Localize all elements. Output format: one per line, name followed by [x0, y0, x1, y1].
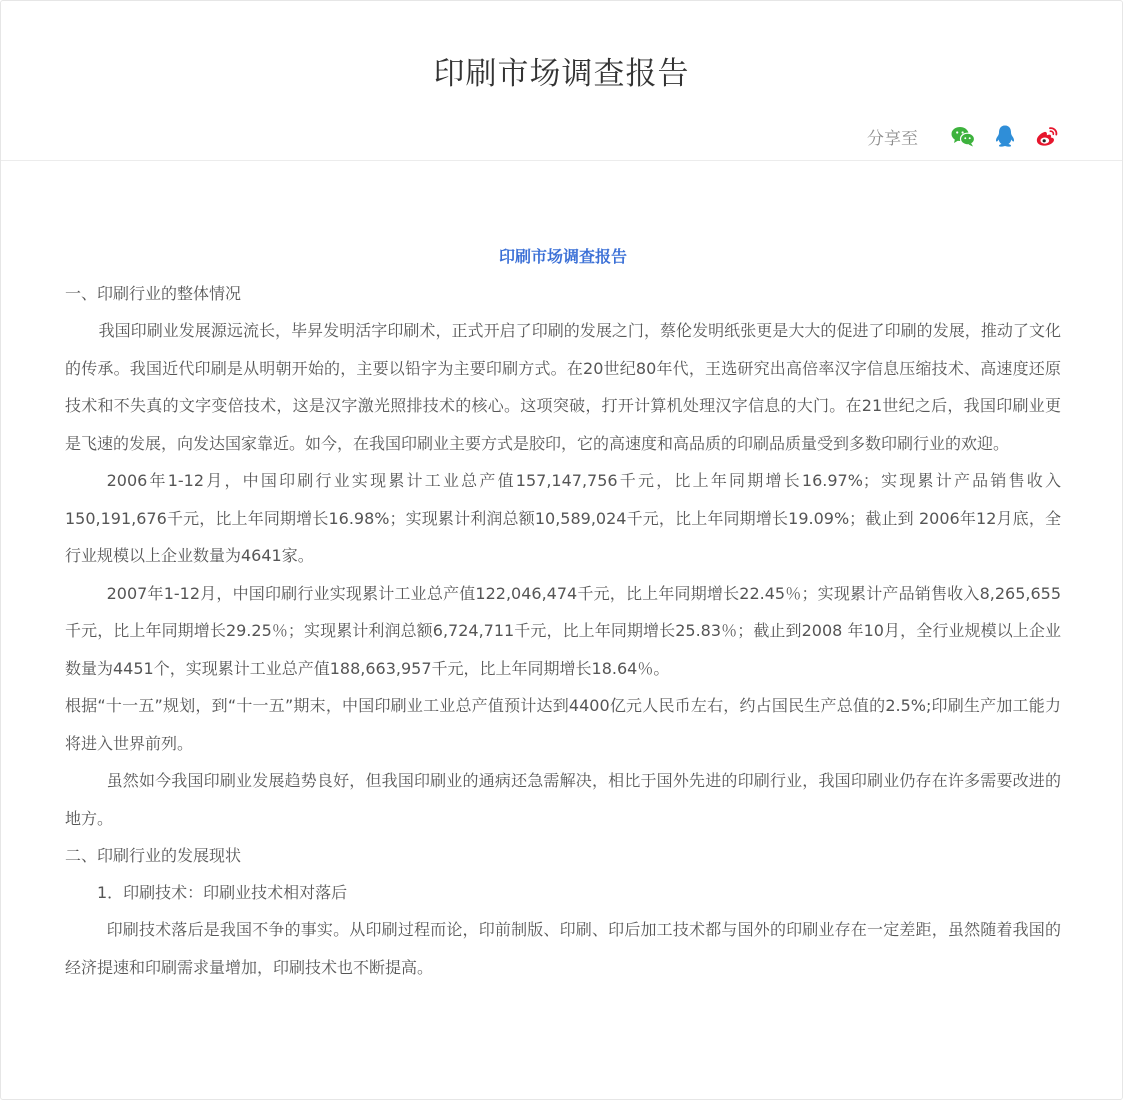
section-heading-2: 二、印刷行业的发展现状: [65, 846, 242, 865]
paragraph-5: 虽然如今我国印刷业发展趋势良好，但我国印刷业的通病还急需解决，相比于国外先进的印刷行业，我国印刷业仍存在许多需要改进的地方。: [65, 771, 1061, 828]
paragraph-2: 2006年1-12月，中国印刷行业实现累计工业总产值157,147,756千元，比上年同期增长16.97%；实现累计产品销售收入150,191,676千元，比上年同期增长16.98%；实现累计利润总额10,589,024千元，比上年同期增长19.09%；截止到 2006年12月底，全行业规模以上企业数量为4641家。: [65, 471, 1061, 565]
article-title: 印刷市场调查报告: [498, 247, 627, 266]
paragraph-3: 2007年1-12月，中国印刷行业实现累计工业总产值122,046,474千元，比上年同期增长22.45％；实现累计产品销售收入8,265,655千元，比上年同期增长29.25％；实现累计利润总额6,724,711千元，比上年同期增长25.83％；截止到2008 年10月，全行业规模以上企业数量为4451个，实现累计工业总产值188,663,957千元，比上年同期增长18.64％。: [65, 583, 1061, 678]
wechat-icon[interactable]: [950, 123, 976, 149]
share-label: 分享至: [867, 128, 918, 149]
share-bar: [867, 121, 1060, 151]
article-content: [65, 239, 1061, 986]
paragraph-4: 根据“十一五”规划，到“十一五”期末，中国印刷业工业总产值预计达到4400亿元人民币左右，约占国民生产总值的2.5%;印刷生产加工能力将进入世界前列。: [65, 696, 1061, 753]
paragraph-6: 印刷技术落后是我国不争的事实。从印刷过程而论，印前制版、印刷、印后加工技术都与国外的印刷业存在一定差距，虽然随着我国的经济提速和印刷需求量增加，印刷技术也不断提高。: [65, 920, 1061, 977]
weibo-icon[interactable]: [1034, 123, 1060, 149]
page-header: [1, 1, 1122, 161]
paragraph-1: 我国印刷业发展源远流长，毕昇发明活字印刷术，正式开启了印刷的发展之门，蔡伦发明纸张更是大大的促进了印刷的发展，推动了文化的传承。我国近代印刷是从明朝开始的，主要以铅字为主要印刷方式。在20世纪80年代，王选研究出高倍率汉字信息压缩技术、高速度还原技术和不失真的文字变倍技术，这是汉字激光照排技术的核心。这项突破，打开计算机处理汉字信息的大门。在21世纪之后，我国印刷业更是飞速的发展，向发达国家靠近。如今，在我国印刷业主要方式是胶印，它的高速度和高品质的印刷品质量受到多数印刷行业的欢迎。: [65, 321, 1061, 453]
qq-icon[interactable]: [992, 123, 1018, 149]
section-heading-1: 一、印刷行业的整体情况: [65, 284, 242, 303]
subsection-heading-1: 1．印刷技术：印刷业技术相对落后: [97, 883, 348, 902]
page-title: 印刷市场调查报告: [433, 56, 690, 92]
